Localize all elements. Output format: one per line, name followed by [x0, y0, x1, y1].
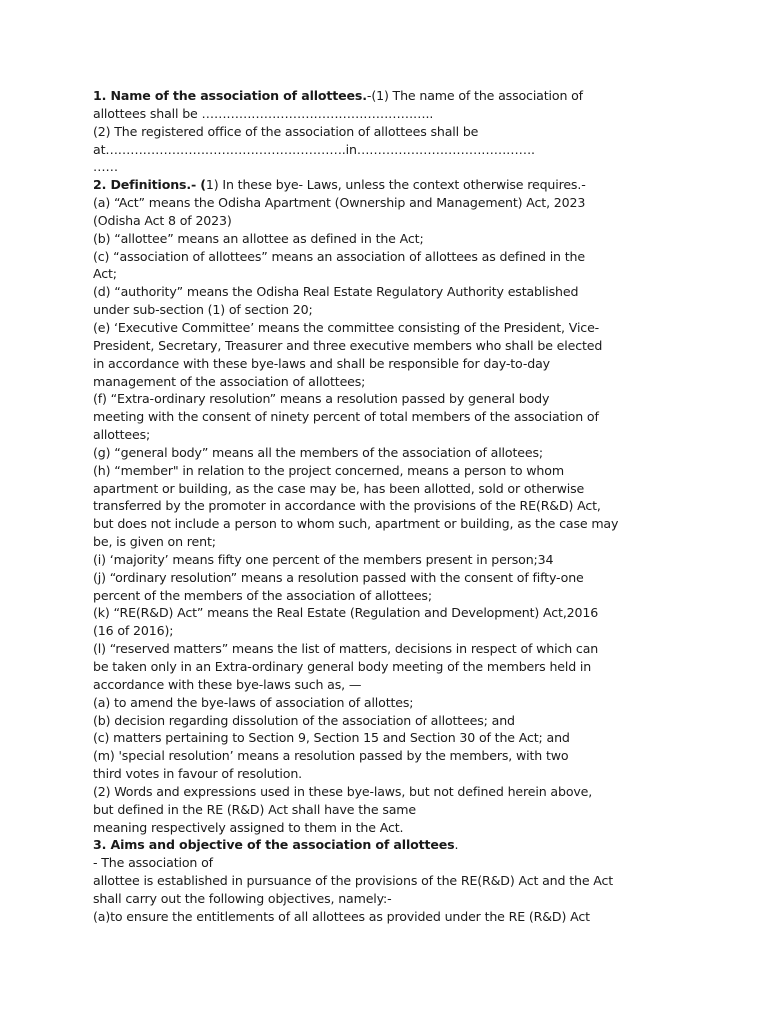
- text-line: [93, 836, 753, 854]
- section-heading: 1. Name of the association of allottees.: [93, 88, 367, 103]
- line-text: under sub-section (1) of section 20;: [93, 302, 313, 318]
- text-line: [93, 783, 753, 801]
- text-line: [93, 87, 753, 105]
- text-line: [93, 622, 753, 640]
- line-text: (a) to amend the bye-laws of association of allottes;: [93, 694, 414, 710]
- text-line: [93, 890, 753, 908]
- text-line: [93, 712, 753, 730]
- text-line: [93, 765, 753, 783]
- line-text: (m) 'special resolution’ means a resolution passed by the members, with two: [93, 748, 569, 764]
- text-line: [93, 194, 753, 212]
- document-body: [93, 87, 753, 926]
- line-text: allottees shall be ………………………………………………..: [93, 105, 434, 121]
- line-text: (j) “ordinary resolution” means a resolution passed with the consent of fifty-one: [93, 569, 584, 585]
- text-line: [93, 355, 753, 373]
- text-line: [93, 533, 753, 551]
- section-heading: 2. Definitions.- (: [93, 177, 206, 193]
- line-text: (b) “allottee” means an allottee as defined in the Act;: [93, 230, 424, 246]
- line-text: (Odisha Act 8 of 2023): [93, 212, 232, 228]
- text-line: [93, 373, 753, 391]
- text-line: [93, 658, 753, 676]
- text-line: [93, 283, 753, 301]
- text-line: [93, 390, 753, 408]
- line-text: ……: [93, 159, 118, 175]
- line-text: -(1) The name of the association of: [366, 88, 583, 103]
- line-text: management of the association of allottees;: [93, 373, 366, 389]
- text-line: [93, 408, 753, 426]
- text-line: [93, 515, 753, 533]
- text-line: [93, 676, 753, 694]
- text-line: [93, 854, 753, 872]
- text-line: [93, 105, 753, 123]
- line-text: allottee is established in pursuance of the provisions of the RE(R&D) Act and the Act: [93, 873, 614, 889]
- line-text: meeting with the consent of ninety percent of total members of the association of: [93, 409, 599, 425]
- line-text: (a)to ensure the entitlements of all allottees as provided under the RE (R&D) Act: [93, 908, 590, 924]
- text-line: [93, 801, 753, 819]
- text-line: [93, 265, 753, 283]
- line-text: (2) The registered office of the association of allottees shall be: [93, 123, 479, 139]
- line-text: .: [454, 837, 459, 853]
- line-text: be taken only in an Extra-ordinary general body meeting of the members held in: [93, 659, 592, 674]
- text-line: [93, 694, 753, 712]
- text-line: [93, 480, 753, 498]
- line-text: (a) “Act” means the Odisha Apartment (Ownership and Management) Act, 2023: [93, 195, 586, 211]
- text-line: [93, 462, 753, 480]
- line-text: (c) matters pertaining to Section 9, Section 15 and Section 30 of the Act; and: [93, 730, 570, 746]
- line-text: (b) decision regarding dissolution of the association of allottees; and: [93, 712, 515, 728]
- line-text: percent of the members of the association of allottees;: [93, 587, 432, 603]
- text-line: [93, 248, 753, 266]
- line-text: apartment or building, as the case may be, has been allotted, sold or otherwise: [93, 480, 585, 496]
- section-heading: 3. Aims and objective of the association of allottees: [93, 837, 455, 853]
- line-text: but does not include a person to whom such, apartment or building, as the case may: [93, 516, 619, 532]
- text-line: [93, 587, 753, 605]
- line-text: in accordance with these bye-laws and shall be responsible for day-to-day: [93, 355, 550, 371]
- text-line: [93, 230, 753, 248]
- line-text: transferred by the promoter in accordance with the provisions of the RE(R&D) Act,: [93, 498, 601, 514]
- text-line: [93, 551, 753, 569]
- text-line: [93, 176, 753, 194]
- line-text: but defined in the RE (R&D) Act shall have the same: [93, 801, 417, 817]
- text-line: [93, 337, 753, 355]
- text-line: [93, 908, 753, 926]
- line-text: (c) “association of allottees” means an association of allottees as defined in the: [93, 248, 585, 264]
- line-text: (d) “authority” means the Odisha Real Estate Regulatory Authority established: [93, 284, 579, 300]
- line-text: (g) “general body” means all the members of the association of allotees;: [93, 444, 543, 460]
- text-line: [93, 640, 753, 658]
- line-text: (e) ‘Executive Committee’ means the committee consisting of the President, Vice-: [93, 319, 600, 335]
- text-line: [93, 604, 753, 622]
- line-text: (i) ‘majority’ means fifty one percent of the members present in person;34: [93, 551, 554, 567]
- line-text: Act;: [93, 266, 117, 282]
- text-line: [93, 212, 753, 230]
- text-line: [93, 819, 753, 837]
- text-line: [93, 444, 753, 462]
- text-line: [93, 123, 753, 141]
- line-text: (k) “RE(R&D) Act” means the Real Estate (Regulation and Development) Act,2016: [93, 605, 599, 621]
- text-line: [93, 301, 753, 319]
- text-line: [93, 158, 753, 176]
- text-line: [93, 747, 753, 765]
- line-text: President, Secretary, Treasurer and three executive members who shall be elected: [93, 337, 603, 353]
- line-text: 1) In these bye- Laws, unless the context otherwise requires.-: [205, 177, 586, 193]
- text-line: [93, 729, 753, 747]
- line-text: (f) “Extra-ordinary resolution” means a resolution passed by general body: [93, 391, 550, 407]
- line-text: be, is given on rent;: [93, 534, 216, 550]
- line-text: meaning respectively assigned to them in the Act.: [93, 819, 404, 835]
- line-text: (2) Words and expressions used in these bye-laws, but not defined herein above,: [93, 783, 593, 799]
- line-text: accordance with these bye-laws such as, —: [93, 676, 362, 692]
- line-text: - The association of: [93, 855, 213, 871]
- text-line: [93, 569, 753, 587]
- line-text: (16 of 2016);: [93, 623, 174, 639]
- text-line: [93, 872, 753, 890]
- text-line: [93, 319, 753, 337]
- line-text: at………………………………………………….in…………………………………….: [93, 141, 535, 157]
- line-text: shall carry out the following objectives, namely:-: [93, 890, 392, 906]
- text-line: [93, 141, 753, 159]
- text-line: [93, 426, 753, 444]
- line-text: (h) “member" in relation to the project concerned, means a person to whom: [93, 462, 564, 478]
- text-line: [93, 497, 753, 515]
- line-text: (l) “reserved matters” means the list of matters, decisions in respect of which can: [93, 641, 599, 657]
- line-text: allottees;: [93, 427, 151, 443]
- line-text: third votes in favour of resolution.: [93, 766, 303, 782]
